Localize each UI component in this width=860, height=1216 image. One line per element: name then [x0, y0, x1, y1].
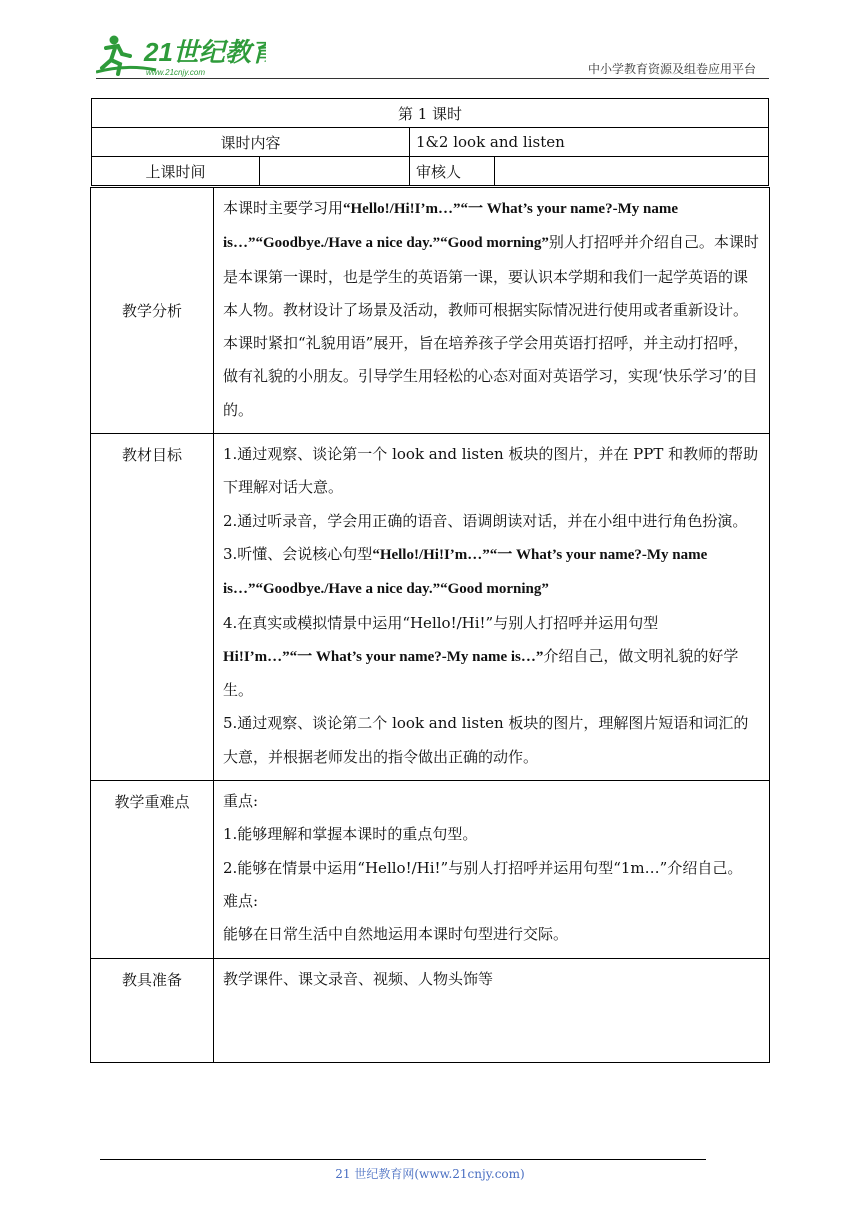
objective-2: 2.通过听录音，学会用正确的语音、语调朗读对话，并在小组中进行角色扮演。 [223, 511, 748, 530]
objective-3 [223, 538, 761, 607]
keypoint-heading: 重点: [223, 792, 259, 811]
site-logo [96, 34, 266, 78]
objective-1: 1.通过观察、谈论第一个 look and listen 板块的图片，并在 PPT 和教师的帮助下理解对话大意。 [223, 445, 759, 497]
objectives-content [214, 434, 770, 781]
svg-text:www.21cnjy.com: www.21cnjy.com [146, 68, 205, 77]
objective-4-tail: 介绍自己，做文明礼貌的好学生。 [223, 646, 739, 700]
lesson-info-table [91, 98, 769, 186]
analysis-text-1: 本课时主要学习用 [223, 199, 344, 217]
objective-4-phrases: Hi!I’m…”“一 What’s your name?-My name is…” [223, 648, 544, 665]
keypoints-label: 教学重难点 [91, 781, 214, 958]
objective-3-phrases: “Hello!/Hi!I’m…”“一 What’s your name?-My name is…”“Goodbye./Have a nice day.”“Good morning” [223, 546, 708, 598]
objective-5: 5.通过观察、谈论第二个 look and listen 板块的图片，理解图片短语和词汇的大意，并根据老师发出的指令做出正确的动作。 [223, 714, 749, 766]
difficulty-heading: 难点: [223, 891, 259, 910]
objectives-label: 教材目标 [91, 434, 214, 781]
lesson-title: 第 1 课时 [92, 99, 769, 128]
materials-label: 教具准备 [91, 958, 214, 1062]
content-label: 课时内容 [92, 128, 410, 157]
objective-4 [223, 607, 761, 708]
analysis-phrases: “Hello!/Hi!I’m…”“一 What’s your name?-My name is…”“Goodbye./Have a nice day.”“Good morning” [223, 201, 678, 252]
objective-4-text: 4.在真实或模拟情景中运用“Hello!/Hi!”与别人打招呼并运用句型 [223, 613, 659, 632]
lesson-plan-table [90, 187, 770, 1063]
objectives-row [91, 434, 770, 781]
difficulty-1: 能够在日常生活中自然地运用本课时句型进行交际。 [223, 925, 569, 944]
reviewer-label: 审核人 [410, 157, 495, 186]
analysis-content [214, 188, 770, 434]
keypoint-1: 1.能够理解和掌握本课时的重点句型。 [223, 825, 478, 844]
objective-3-text: 3.听懂、会说核心句型 [223, 544, 373, 563]
svg-text:21世纪教育: 21世纪教育 [144, 37, 266, 67]
platform-name: 中小学教育资源及组卷应用平台 [587, 62, 756, 76]
header-rule [96, 78, 769, 79]
materials-row [91, 958, 770, 1062]
analysis-text-2: 别人打招呼并介绍自己。本课时是本课第一课时，也是学生的英语第一课，要认识本学期和我们一起学英语的课本人物。教材设计了场景及活动，教师可根据实际情况进行使用或者重新设计。本课时紧扣“礼貌用语”展开，旨在培养孩子学会用英语打招呼，并主动打招呼，做有礼貌的小朋友。引导学生用轻松的心态对面对英语学习，实现‘快乐学习’的目的。 [223, 233, 759, 419]
content-value: 1&2 look and listen [410, 128, 769, 157]
keypoints-content [214, 781, 770, 958]
footer-link[interactable]: 21 世纪教育网(www.21cnjy.com) [335, 1167, 525, 1181]
reviewer-value [495, 157, 769, 186]
materials-content: 教学课件、课文录音、视频、人物头饰等 [214, 958, 770, 1062]
analysis-label: 教学分析 [91, 188, 214, 434]
analysis-row [91, 188, 770, 434]
time-label: 上课时间 [92, 157, 260, 186]
keypoints-row [91, 781, 770, 958]
keypoint-2: 2.能够在情景中运用“Hello!/Hi!”与别人打招呼并运用句型“1m…”介绍自己。 [223, 858, 743, 877]
time-value [260, 157, 410, 186]
footer-rule [100, 1159, 706, 1160]
